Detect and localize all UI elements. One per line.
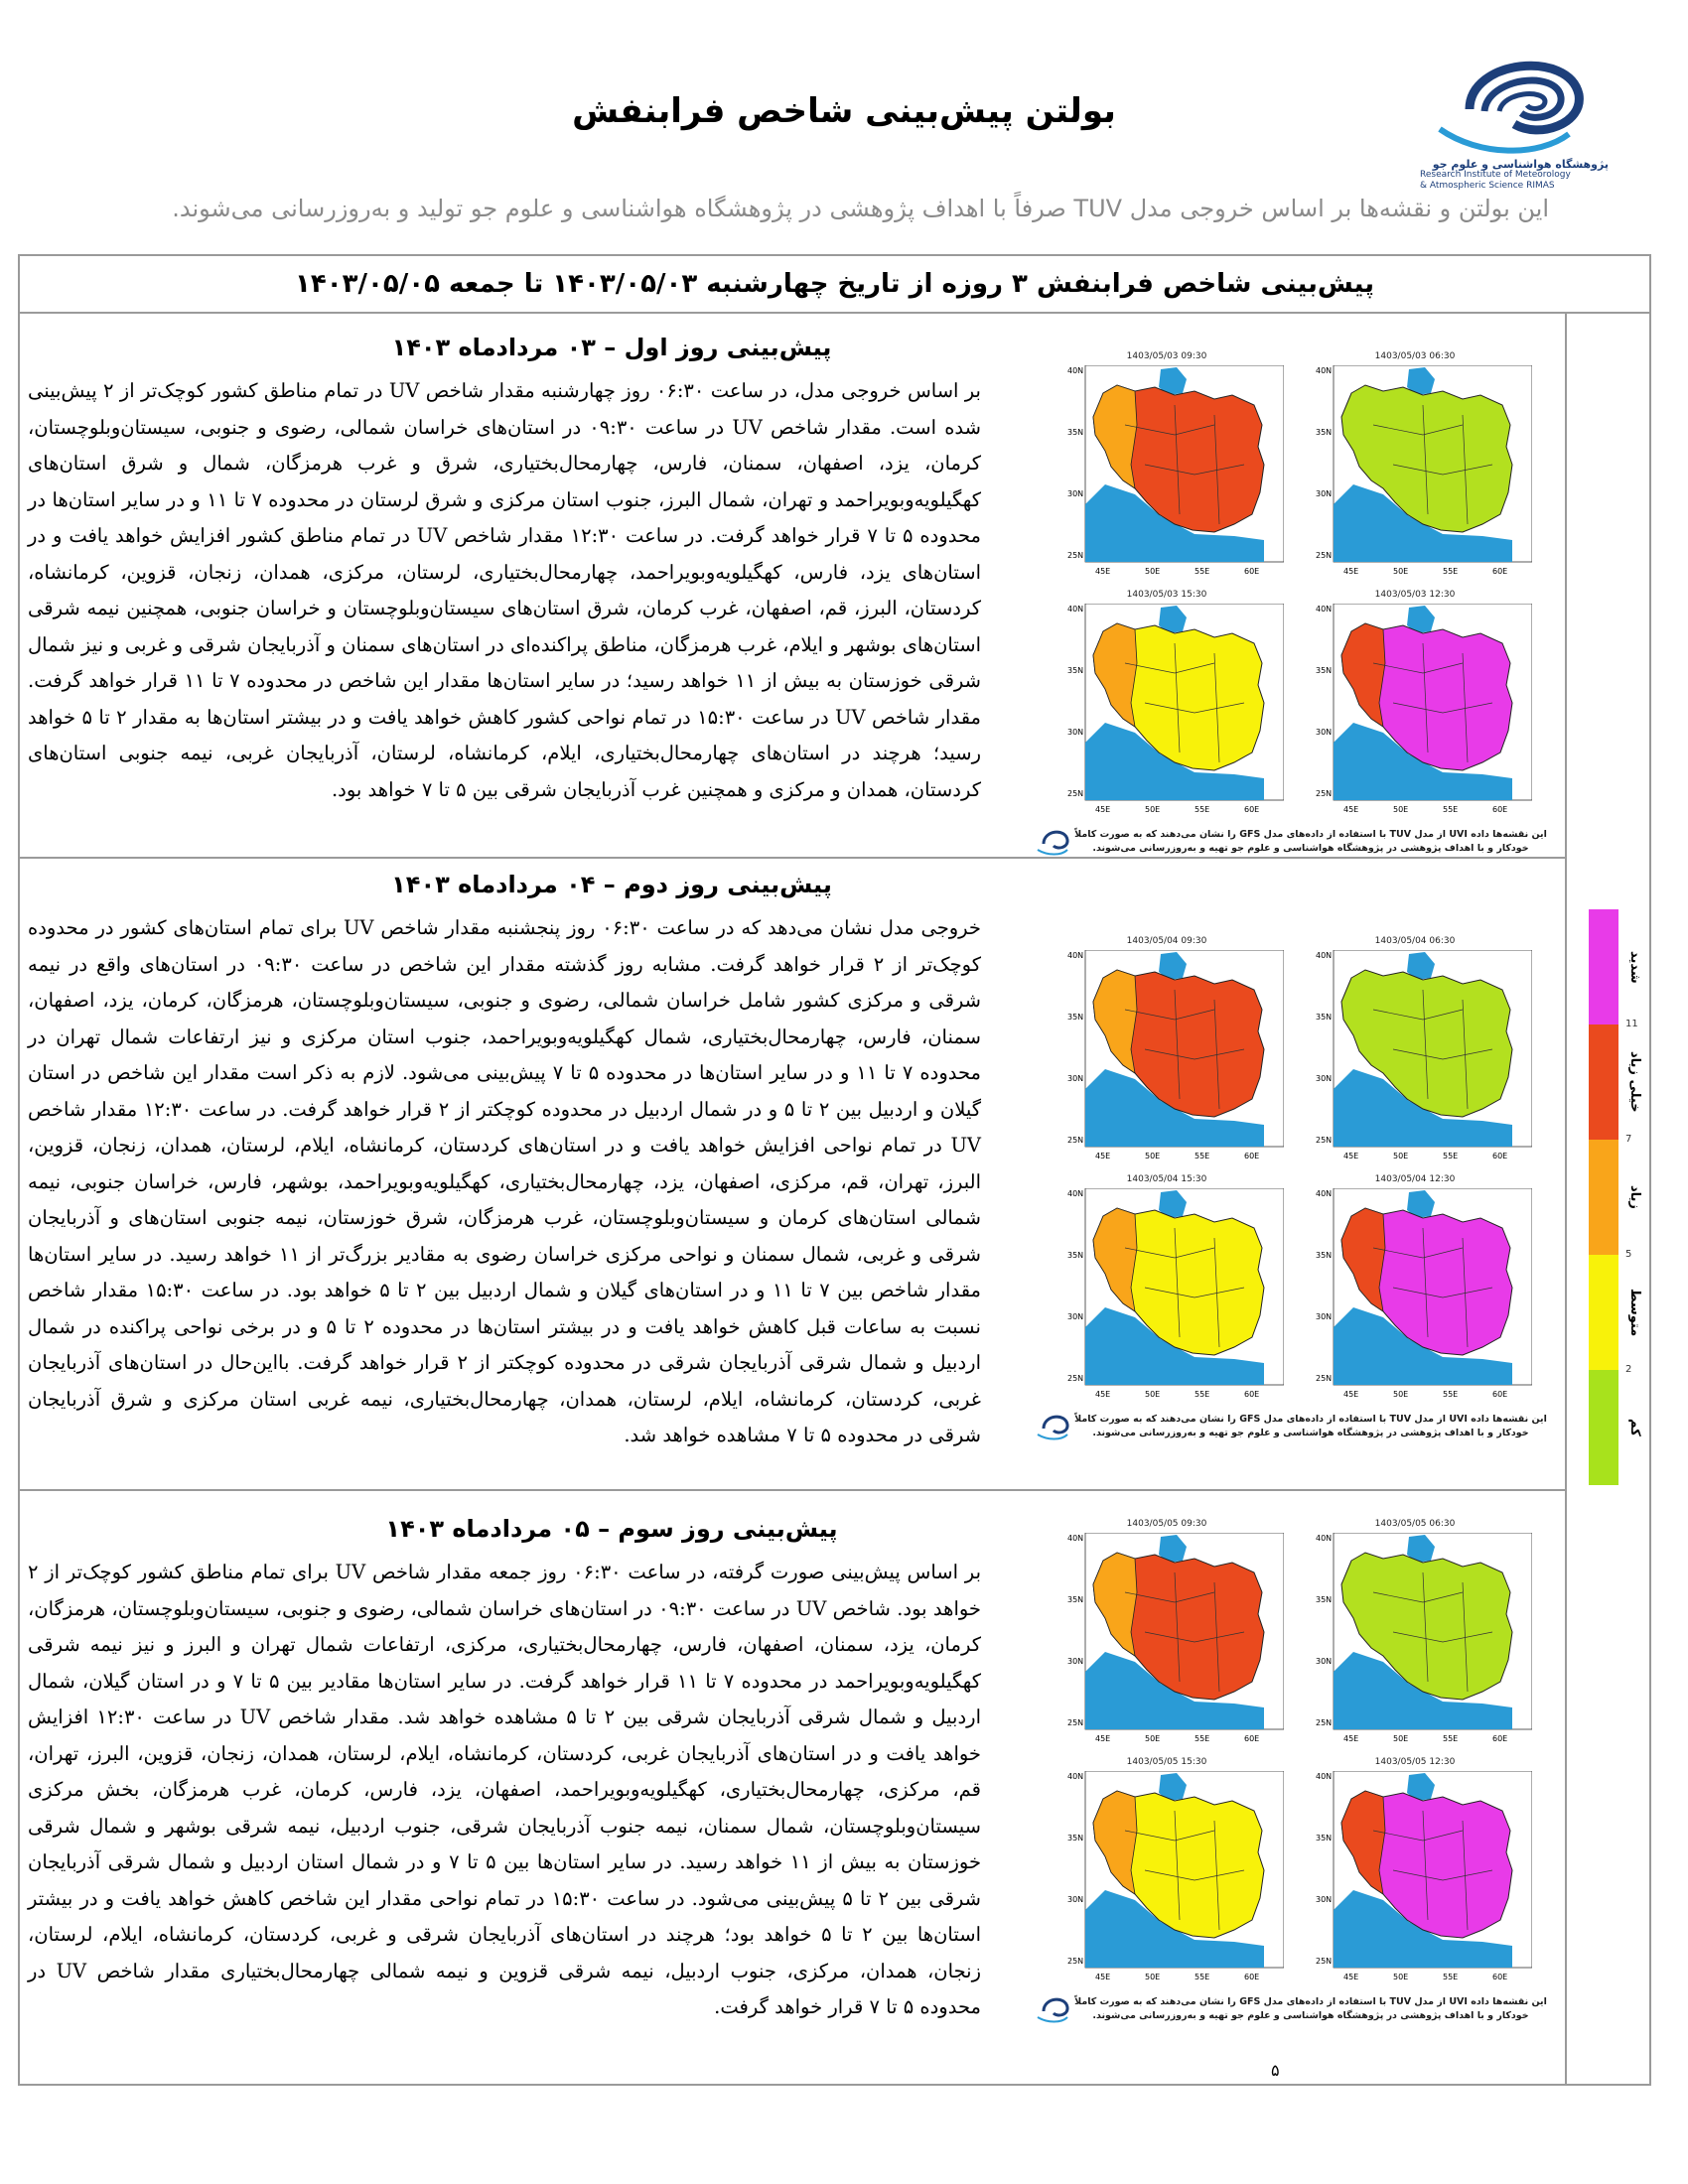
map-caption: این نقشه‌ها داده UVI از مدل TUV با استفاده از داده‌های مدل GFS را نشان می‌دهند که به صورت کاملاً خودکار و با اهداف پژوهشی در پژوهشگاه هواشناسی و علوم جو تهیه و به‌روزرسانی می‌شوند. <box>1074 1414 1547 1438</box>
legend-tick: 7 <box>1625 1134 1632 1145</box>
lat-tick-label: 35N <box>1316 428 1333 437</box>
lon-tick-label: 60E <box>1492 1152 1508 1160</box>
lon-tick-label: 45E <box>1343 1734 1359 1743</box>
map-label: 1403/05/05 09:30 <box>1126 1519 1207 1529</box>
lon-tick-label: 50E <box>1393 1390 1409 1399</box>
lon-tick-label: 50E <box>1393 567 1409 576</box>
lat-tick-label: 35N <box>1067 1251 1084 1260</box>
lon-tick-label: 50E <box>1145 1390 1161 1399</box>
lat-tick-label: 25N <box>1067 1718 1084 1727</box>
lat-tick-label: 40N <box>1067 1772 1084 1781</box>
uv-index-legend <box>1589 909 1642 1485</box>
logo-name-en-2: & Atmospheric Science RIMAS <box>1420 181 1555 191</box>
lat-tick-label: 35N <box>1316 666 1333 675</box>
lat-tick-label: 25N <box>1316 551 1333 560</box>
lat-tick-label: 30N <box>1067 1895 1084 1904</box>
lon-tick-label: 50E <box>1393 1152 1409 1160</box>
uv-map <box>1296 1759 1534 1987</box>
lon-tick-label: 60E <box>1492 567 1508 576</box>
lon-tick-label: 50E <box>1145 1973 1161 1981</box>
lon-tick-label: 60E <box>1492 1734 1508 1743</box>
legend-swatch <box>1589 1024 1618 1140</box>
page-number: ۵ <box>1271 2061 1280 2080</box>
lat-tick-label: 40N <box>1316 951 1333 960</box>
lon-tick-label: 45E <box>1095 567 1111 576</box>
map-grid <box>1028 938 1564 1454</box>
map-label: 1403/05/05 12:30 <box>1374 1757 1456 1767</box>
lon-tick-label: 60E <box>1244 805 1260 814</box>
map-label: 1403/05/04 09:30 <box>1126 936 1207 946</box>
lon-tick-label: 55E <box>1195 1152 1210 1160</box>
lat-tick-label: 40N <box>1067 1189 1084 1198</box>
lon-tick-label: 45E <box>1343 1390 1359 1399</box>
lat-tick-label: 30N <box>1316 728 1333 737</box>
map-panel <box>1028 938 1564 1454</box>
map-label: 1403/05/04 06:30 <box>1374 936 1456 946</box>
lat-tick-label: 25N <box>1316 1957 1333 1966</box>
lat-tick-label: 40N <box>1316 1189 1333 1198</box>
lon-tick-label: 50E <box>1145 1152 1161 1160</box>
lat-tick-label: 30N <box>1067 1074 1084 1083</box>
lat-tick-label: 30N <box>1067 1312 1084 1321</box>
lat-tick-label: 40N <box>1067 366 1084 375</box>
lon-tick-label: 55E <box>1195 805 1210 814</box>
map-panel <box>1028 353 1564 870</box>
lon-tick-label: 50E <box>1145 567 1161 576</box>
lat-tick-label: 30N <box>1067 1657 1084 1666</box>
lon-tick-label: 60E <box>1244 567 1260 576</box>
legend-label: زیاد <box>1627 1185 1642 1209</box>
lon-tick-label: 45E <box>1343 567 1359 576</box>
lat-tick-label: 35N <box>1316 1013 1333 1022</box>
lon-tick-label: 55E <box>1443 1734 1459 1743</box>
lat-tick-label: 40N <box>1067 605 1084 614</box>
lat-tick-label: 30N <box>1316 1074 1333 1083</box>
uv-map <box>1048 1759 1286 1987</box>
map-label: 1403/05/04 15:30 <box>1126 1174 1207 1184</box>
legend-label: متوسط <box>1627 1288 1642 1337</box>
disclaimer: این بولتن و نقشه‌ها بر اساس خروجی مدل TUV صرفاً با اهداف پژوهشی در پژوهشگاه هواشناسی و علوم جو تولید و به‌روزرسانی می‌شوند. <box>172 195 1549 222</box>
logo-text <box>1420 159 1609 192</box>
lat-tick-label: 30N <box>1316 1895 1333 1904</box>
day-title: پیش‌بینی روز دوم – ۰۴ مردادماه ۱۴۰۳ <box>391 871 832 898</box>
lon-tick-label: 50E <box>1145 805 1161 814</box>
rimas-small-logo-icon <box>1036 826 1075 856</box>
lon-tick-label: 60E <box>1492 1973 1508 1981</box>
lat-tick-label: 25N <box>1067 551 1084 560</box>
lat-tick-label: 40N <box>1316 605 1333 614</box>
lat-tick-label: 25N <box>1316 1374 1333 1383</box>
logo-name-en-1: Research Institute of Meteorology <box>1420 170 1571 180</box>
lon-tick-label: 60E <box>1244 1973 1260 1981</box>
lat-tick-label: 25N <box>1067 789 1084 798</box>
lat-tick-label: 40N <box>1067 951 1084 960</box>
day-section-3 <box>20 1491 1565 2084</box>
lat-tick-label: 30N <box>1316 1657 1333 1666</box>
legend-swatch <box>1589 1255 1618 1370</box>
lon-tick-label: 55E <box>1443 1390 1459 1399</box>
uv-map <box>1048 1521 1286 1749</box>
uv-map <box>1296 353 1534 582</box>
lon-tick-label: 55E <box>1443 567 1459 576</box>
map-label: 1403/05/03 15:30 <box>1126 590 1207 600</box>
lon-tick-label: 50E <box>1393 1734 1409 1743</box>
lat-tick-label: 25N <box>1067 1374 1084 1383</box>
lat-tick-label: 30N <box>1316 489 1333 498</box>
day-section-1 <box>20 314 1565 857</box>
lat-tick-label: 25N <box>1316 1136 1333 1145</box>
lon-tick-label: 55E <box>1195 1973 1210 1981</box>
legend-label: شدید <box>1627 950 1642 984</box>
lat-tick-label: 40N <box>1316 366 1333 375</box>
uv-map <box>1048 353 1286 582</box>
lon-tick-label: 55E <box>1443 1973 1459 1981</box>
day-text: خروجی مدل نشان می‌دهد که در ساعت ۰۶:۳۰ روز پنجشنبه مقدار شاخص UV برای تمام استان‌های کشور در محدوده کوچک‌تر از ۲ قرار خواهد گرفت. مشابه روز گذشته مقدار این شاخص در ساعت ۰۹:۳۰ در استان‌های واقع در نیمه شرقی و مرکزی کشور شامل خراسان شمالی، رضوی و جنوبی، سیستان‌وبلوچستان، هرمزگان، کرمان، یزد، اصفهان، سمنان، فارس، چهارمحال‌بختیاری، شمال کهگیلویه‌وبویراحمد، جنوب استان مرکزی و نیز ارتفاعات شمال تهران در محدوده ۷ تا ۱۱ و در سایر استان‌ها در محدوده ۵ تا ۷ پیش‌بینی می‌شود. لازم به ذکر است مقدار این شاخص در استان گیلان و اردبیل بین ۲ تا ۵ و در شمال اردبیل در محدوده کوچکتر از ۲ قرار خواهد گرفت. در ساعت ۱۲:۳۰ مقدار شاخص UV در تمام نواحی افزایش خواهد یافت و در استان‌های کردستان، کرمانشاه، ایلام، لرستان، همدان، زنجان، قزوین، البرز، تهران، قم، مرکزی، اصفهان، یزد، چهارمحال‌بختیاری، کهگیلویه‌وبویراحمد، بوشهر، فارس، خراسان جنوبی، نیمه شمالی استان‌های کرمان و سیستان‌وبلوچستان، غرب هرمزگان، شرق خوزستان، نیمه جنوبی استان‌های و آذربایجان شرقی و غربی، شمال سمنان و نواحی مرکزی خراسان رضوی به مقادیر بزرگ‌تر از ۱۱ خواهد رسید. در سایر استان‌ها مقدار شاخص بین ۷ تا ۱۱ و در استان‌های گیلان و شمال اردبیل بین ۲ تا ۵ خواهد بود. در ساعت ۱۵:۳۰ مقدار شاخص نسبت به ساعات قبل کاهش خواهد یافت و در بیشتر استان‌ها در محدوده ۲ تا ۵ و در برخی نواحی پراکنده در شمال اردبیل و شمال شرقی آذربایجان شرقی در محدوده کوچکتر از ۲ قرار خواهد گرفت. بااین‌حال در استان‌های آذربایجان غربی، کردستان، کرمانشاه، ایلام، لرستان، همدان، چهارمحال‌بختیاری، نیمه غربی استان مرکزی و شرق آذربایجان شرقی در محدوده ۵ تا ۷ مشاهده خواهد شد. <box>28 916 982 1446</box>
lat-tick-label: 25N <box>1067 1136 1084 1145</box>
lon-tick-label: 50E <box>1393 1973 1409 1981</box>
rimas-small-logo-icon <box>1036 1411 1075 1440</box>
lat-tick-label: 35N <box>1067 1595 1084 1604</box>
lon-tick-label: 50E <box>1393 805 1409 814</box>
uv-map <box>1048 1176 1286 1405</box>
lon-tick-label: 50E <box>1145 1734 1161 1743</box>
day-title: پیش‌بینی روز سوم – ۰۵ مردادماه ۱۴۰۳ <box>385 1515 838 1543</box>
lon-tick-label: 45E <box>1343 1973 1359 1981</box>
lat-tick-label: 25N <box>1316 789 1333 798</box>
map-label: 1403/05/05 06:30 <box>1374 1519 1456 1529</box>
uv-map <box>1296 1176 1534 1405</box>
lon-tick-label: 45E <box>1095 1390 1111 1399</box>
map-label: 1403/05/04 12:30 <box>1374 1174 1456 1184</box>
legend-label: کم <box>1627 1419 1642 1436</box>
lon-tick-label: 60E <box>1244 1390 1260 1399</box>
legend-tick: 2 <box>1625 1364 1632 1375</box>
lat-tick-label: 40N <box>1316 1534 1333 1543</box>
lon-tick-label: 60E <box>1492 1390 1508 1399</box>
lat-tick-label: 35N <box>1316 1834 1333 1843</box>
legend-tick: 5 <box>1625 1249 1632 1260</box>
lon-tick-label: 45E <box>1343 805 1359 814</box>
uv-map <box>1296 938 1534 1166</box>
lat-tick-label: 35N <box>1067 428 1084 437</box>
lat-tick-label: 35N <box>1316 1251 1333 1260</box>
lon-tick-label: 45E <box>1095 1973 1111 1981</box>
map-label: 1403/05/03 06:30 <box>1374 351 1456 361</box>
lon-tick-label: 45E <box>1343 1152 1359 1160</box>
lon-tick-label: 45E <box>1095 1152 1111 1160</box>
day-text: بر اساس پیش‌بینی صورت گرفته، در ساعت ۰۶:۳۰ روز جمعه مقدار شاخص UV برای تمام مناطق کشور کوچک‌تر از ۲ خواهد بود. شاخص UV در ساعت ۰۹:۳۰ در استان‌های خراسان شمالی، رضوی و جنوبی، سیستان‌وبلوچستان، هرمزگان، کرمان، یزد، سمنان، اصفهان، فارس، چهارمحال‌بختیاری، مرکزی، ارتفاعات شمال تهران و البرز و نیز نیمه شرقی کهگیلویه‌وبویراحمد در محدوده ۷ تا ۱۱ قرار خواهد گرفت. در سایر استان‌ها مقادیر بین ۵ تا ۷ و در استان گیلان، شمال اردبیل و شمال شرقی آذربایجان شرقی بین ۲ تا ۵ مشاهده خواهد شد. مقدار شاخص UV در ساعت ۱۲:۳۰ افزایش خواهد یافت و در استان‌های آذربایجان غربی، کردستان، کرمانشاه، ایلام، لرستان، همدان، زنجان، قزوین، البرز، تهران، قم، مرکزی، چهارمحال‌بختیاری، کهگیلویه‌وبویراحمد، اصفهان، یزد، فارس، کرمان، غرب هرمزگان، بخش مرکزی سیستان‌وبلوچستان، شمال سمنان، نیمه جنوب آذربایجان شرقی، جنوب اردبیل، نیمه شرقی بوشهر و شمال شرقی خوزستان به بیش از ۱۱ خواهد رسید. در سایر استان‌ها بین ۵ تا ۷ و در شمال استان اردبیل و شمال شرقی آذربایجان شرقی بین ۲ تا ۵ پیش‌بینی می‌شود. در ساعت ۱۵:۳۰ در تمام نواحی مقدار این شاخص کاهش خواهد یافت و در بیشتر استان‌ها بین ۲ تا ۵ خواهد بود؛ هرچند در استان‌های آذربایجان شرقی و غربی، کردستان، کرمانشاه، ایلام، لرستان، زنجان، همدان، مرکزی، جنوب اردبیل، نیمه شرقی قزوین و نیمه شمالی چهارمحال‌بختیاری مقدار شاخص UV در محدوده ۵ تا ۷ قرار خواهد گرفت. <box>28 1561 982 2018</box>
lat-tick-label: 40N <box>1316 1772 1333 1781</box>
uv-map <box>1296 1521 1534 1749</box>
map-label: 1403/05/05 15:30 <box>1126 1757 1207 1767</box>
lon-tick-label: 55E <box>1195 567 1210 576</box>
legend-label: خیلی زیاد <box>1627 1051 1642 1113</box>
rimas-small-logo-icon <box>1036 1993 1075 2023</box>
lon-tick-label: 55E <box>1443 805 1459 814</box>
lon-tick-label: 55E <box>1443 1152 1459 1160</box>
lat-tick-label: 30N <box>1067 728 1084 737</box>
logo-name-fa: پژوهشگاه هواشناسی و علوم جو <box>1432 158 1609 171</box>
lat-tick-label: 35N <box>1067 1013 1084 1022</box>
map-label: 1403/05/03 09:30 <box>1126 351 1207 361</box>
lat-tick-label: 35N <box>1067 666 1084 675</box>
uv-map <box>1048 938 1286 1166</box>
lon-tick-label: 45E <box>1095 805 1111 814</box>
legend-swatch <box>1589 1140 1618 1255</box>
legend-tick: 11 <box>1625 1019 1638 1029</box>
map-caption: این نقشه‌ها داده UVI از مدل TUV با استفاده از داده‌های مدل GFS را نشان می‌دهند که به صورت کاملاً خودکار و با اهداف پژوهشی در پژوهشگاه هواشناسی و علوم جو تهیه و به‌روزرسانی می‌شوند. <box>1074 829 1547 854</box>
lon-tick-label: 60E <box>1492 805 1508 814</box>
day-title: پیش‌بینی روز اول – ۰۳ مردادماه ۱۴۰۳ <box>391 334 832 361</box>
lat-tick-label: 30N <box>1316 1312 1333 1321</box>
lat-tick-label: 25N <box>1316 1718 1333 1727</box>
lat-tick-label: 35N <box>1067 1834 1084 1843</box>
map-label: 1403/05/03 12:30 <box>1374 590 1456 600</box>
map-caption: این نقشه‌ها داده UVI از مدل TUV با استفاده از داده‌های مدل GFS را نشان می‌دهند که به صورت کاملاً خودکار و با اهداف پژوهشی در پژوهشگاه هواشناسی و علوم جو تهیه و به‌روزرسانی می‌شوند. <box>1074 1996 1547 2021</box>
lon-tick-label: 45E <box>1095 1734 1111 1743</box>
legend-swatch <box>1589 1370 1618 1485</box>
lon-tick-label: 60E <box>1244 1152 1260 1160</box>
lon-tick-label: 55E <box>1195 1390 1210 1399</box>
lat-tick-label: 25N <box>1067 1957 1084 1966</box>
day-text: بر اساس خروجی مدل، در ساعت ۰۶:۳۰ روز چهارشنبه مقدار شاخص UV در تمام مناطق کشور کوچک‌تر از ۲ پیش‌بینی شده است. مقدار شاخص UV در ساعت ۰۹:۳۰ در استان‌های خراسان شمالی، رضوی و جنوبی، سیستان‌وبلوچستان، کرمان، یزد، اصفهان، سمنان، فارس، چهارمحال‌بختیاری، شرق و غرب هرمزگان، شمال و شرق استان‌های کهگیلویه‌وبویراحمد و تهران، شمال البرز، جنوب استان مرکزی و شرق لرستان در محدوده ۷ تا ۱۱ و در سایر استان‌ها در محدوده ۵ تا ۷ قرار خواهد گرفت. در ساعت ۱۲:۳۰ مقدار شاخص UV در تمام مناطق کشور افزایش خواهد یافت و در استان‌های یزد، فارس، کهگیلویه‌وبویراحمد، چهارمحال‌بختیاری، لرستان، مرکزی، همدان، زنجان، قزوین، کرمانشاه، کردستان، البرز، قم، اصفهان، غرب کرمان، شرق استان‌های سیستان‌وبلوچستان و خراسان جنوبی، همچنین نیمه شرقی استان‌های بوشهر و ایلام، غرب هرمزگان، مناطق پراکنده‌ای در استان‌های سمنان و آذربایجان شرقی و غربی و نیز شمال شرقی خوزستان به بیش از ۱۱ خواهد رسید؛ در سایر استان‌ها مقدار این شاخص در محدوده ۷ تا ۱۱ قرار خواهد گرفت. مقدار شاخص UV در ساعت ۱۵:۳۰ در تمام نواحی کشور کاهش خواهد یافت و در بیشتر استان‌ها به مقدار ۲ تا ۵ خواهد رسید؛ هرچند در استان‌های چهارمحال‌بختیاری، ایلام، کرمانشاه، لرستان، آذربایجان غربی، نیمه جنوبی استان‌های کردستان، همدان و مرکزی و همچنین غرب آذربایجان شرقی بین ۵ تا ۷ خواهد بود. <box>28 379 982 801</box>
lon-tick-label: 60E <box>1244 1734 1260 1743</box>
day-section-2 <box>20 859 1565 1489</box>
lon-tick-label: 55E <box>1195 1734 1210 1743</box>
map-panel <box>1028 1521 1564 2037</box>
map-grid <box>1028 1521 1564 2037</box>
forecast-heading: پیش‌بینی شاخص فرابنفش ۳ روزه از تاریخ چهارشنبه ۱۴۰۳/۰۵/۰۳ تا جمعه ۱۴۰۳/۰۵/۰۵ <box>20 256 1649 314</box>
uv-map <box>1296 592 1534 820</box>
uv-map <box>1048 592 1286 820</box>
lat-tick-label: 40N <box>1067 1534 1084 1543</box>
lat-tick-label: 35N <box>1316 1595 1333 1604</box>
map-grid <box>1028 353 1564 870</box>
bulletin-title: بولتن پیش‌بینی شاخص فرابنفش <box>572 91 1116 131</box>
lat-tick-label: 30N <box>1067 489 1084 498</box>
legend-swatch <box>1589 909 1618 1024</box>
